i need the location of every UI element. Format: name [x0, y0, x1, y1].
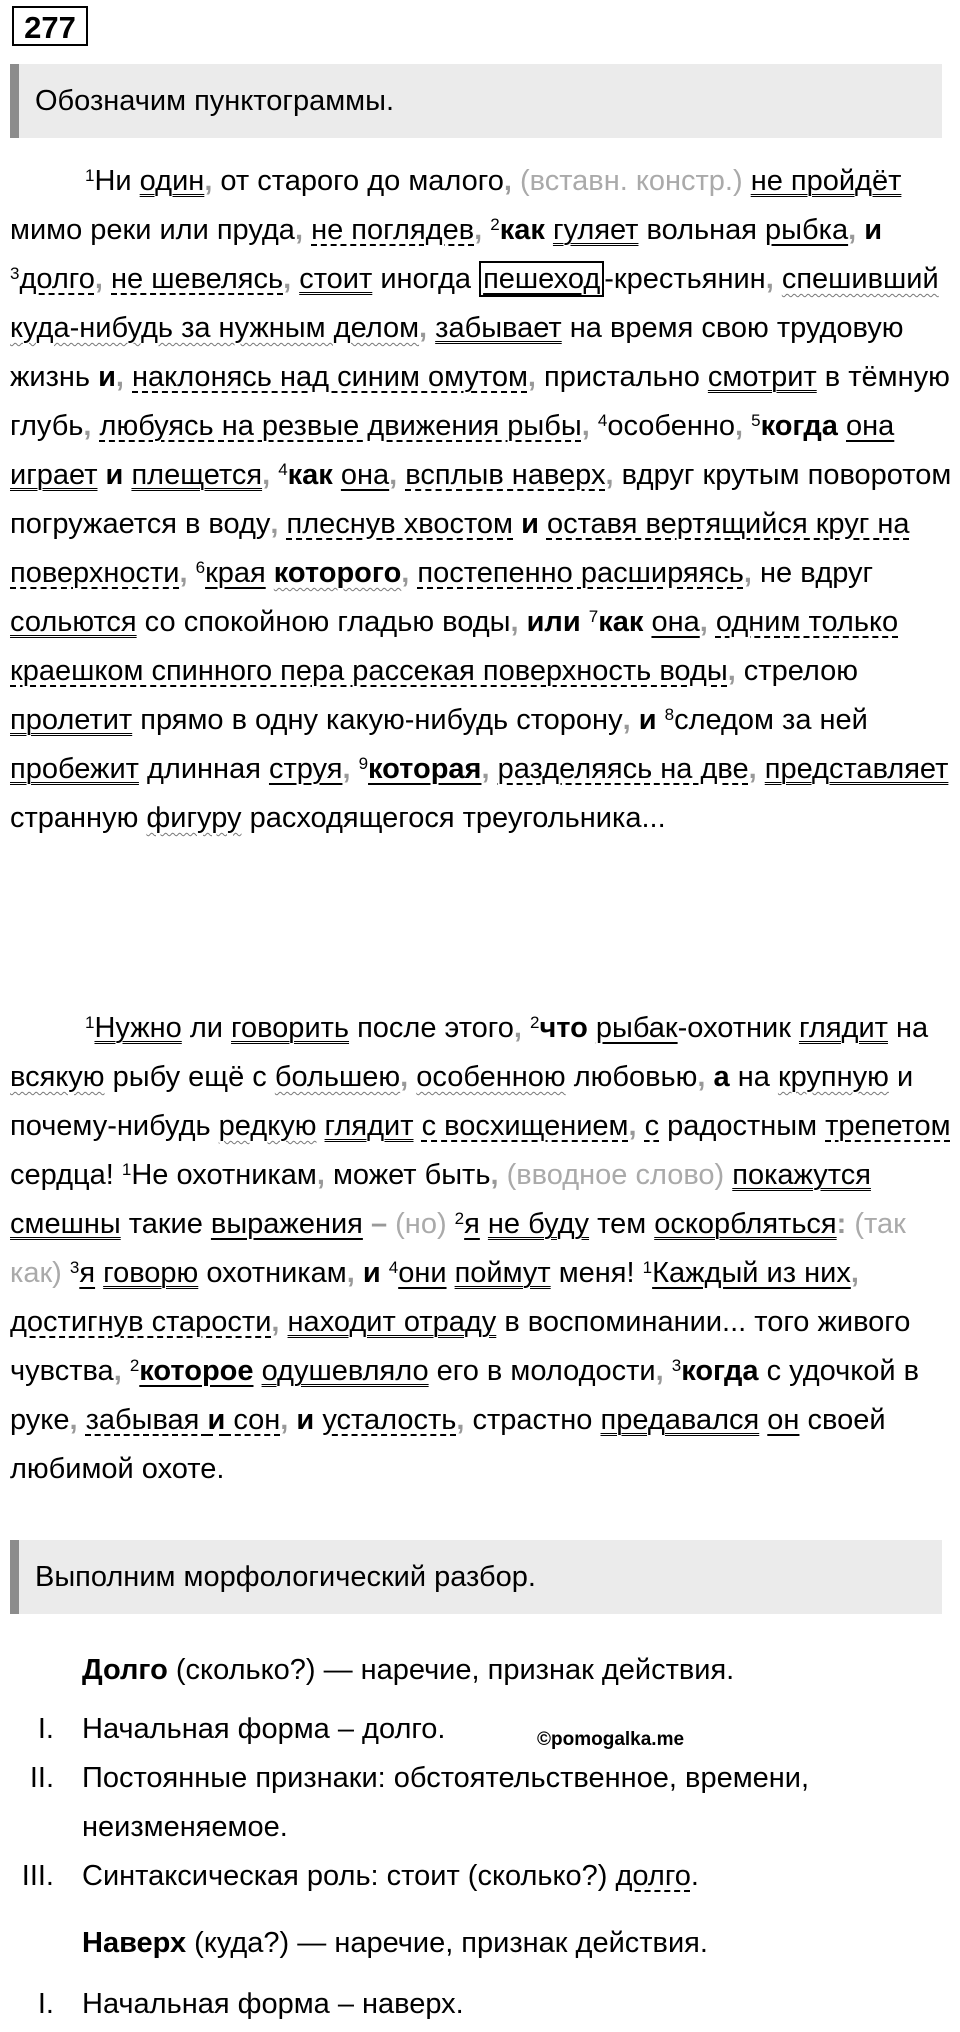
- task-number: 277: [12, 6, 88, 46]
- morph-title-dolgo: Долго (сколько?) — наречие, признак действия.: [82, 1654, 735, 1686]
- morph-item: II. Постоянные признаки: обстоятельственное, времени, неизменяемое.: [29, 1762, 810, 1843]
- paragraph-2: $^1$Нужно ли говорить после этого, $^2$что рыбак-охотник глядит на всякую рыбу ещё с большею, особенною любовью, а на крупную и почему-нибудь редкую глядит с восхищением, с радостным трепетом сердца! $^1$Не охотникам, может быть, (вводное слово) покажутся смешны такие выражения – (но) $^2$я не буду тем оскорбляться: (так как) $^3$я говорю охотникам, и $^4$они поймут меня! $^1$Каждый из них, достигнув старости, находит отраду в воспоминании... того живого чувства, $^2$которое одушевляло его в молодости, $^3$когда с удочкой в руке, забывая и сон, и усталость, страстно предавался он своей любимой охоте.: [10, 1012, 951, 1485]
- section-header-morphology: Выполним морфологический разбор.: [10, 1540, 942, 1614]
- morph-item: III. Синтаксическая роль: стоит (сколько?) долго.: [21, 1860, 699, 1892]
- morph-item: I. Начальная форма – долго.: [37, 1713, 446, 1745]
- watermark: ©pomogalka.me: [537, 1729, 685, 1750]
- morph-title-naverh: Наверх (куда?) — наречие, признак действия.: [82, 1927, 708, 1959]
- morph-analysis: [10, 1646, 958, 2029]
- morph-item: I. Начальная форма – наверх.: [37, 1988, 464, 2020]
- paragraph-1: $^1$Ни один, от старого до малого, (вставн. констр.) не пройдёт мимо реки или пруда, не поглядев, $^2$как гуляет вольная рыбка, и $^3$долго, не шевелясь, стоит иногда пешеход -крестьянин, спешивший куда-нибудь за нужным делом, забывает на время свою трудовую жизнь и, наклонясь над синим омутом, пристально смотрит в тёмную глубь, любуясь на резвые движения рыбы, $^4$особенно, $^5$когда она играет и плещется, $^4$как она, всплыв наверх, вдруг крутым поворотом погружается в воду, плеснув хвостом и оставя вертящийся круг на поверхности, $^6$края которого, постепенно расширяясь, не вдруг сольются со спокойною гладью воды, или $^7$как она, одним только краешком спинного пера рассекая поверхность воды, стрелою пролетит прямо в одну какую-нибудь сторону, и $^8$следом за ней пробежит длинная струя, $^9$которая, разделяясь на две, представляет странную фигуру расходящегося треугольника...: [10, 165, 952, 834]
- section-header-punctograms: Обозначим пунктограммы.: [10, 64, 942, 138]
